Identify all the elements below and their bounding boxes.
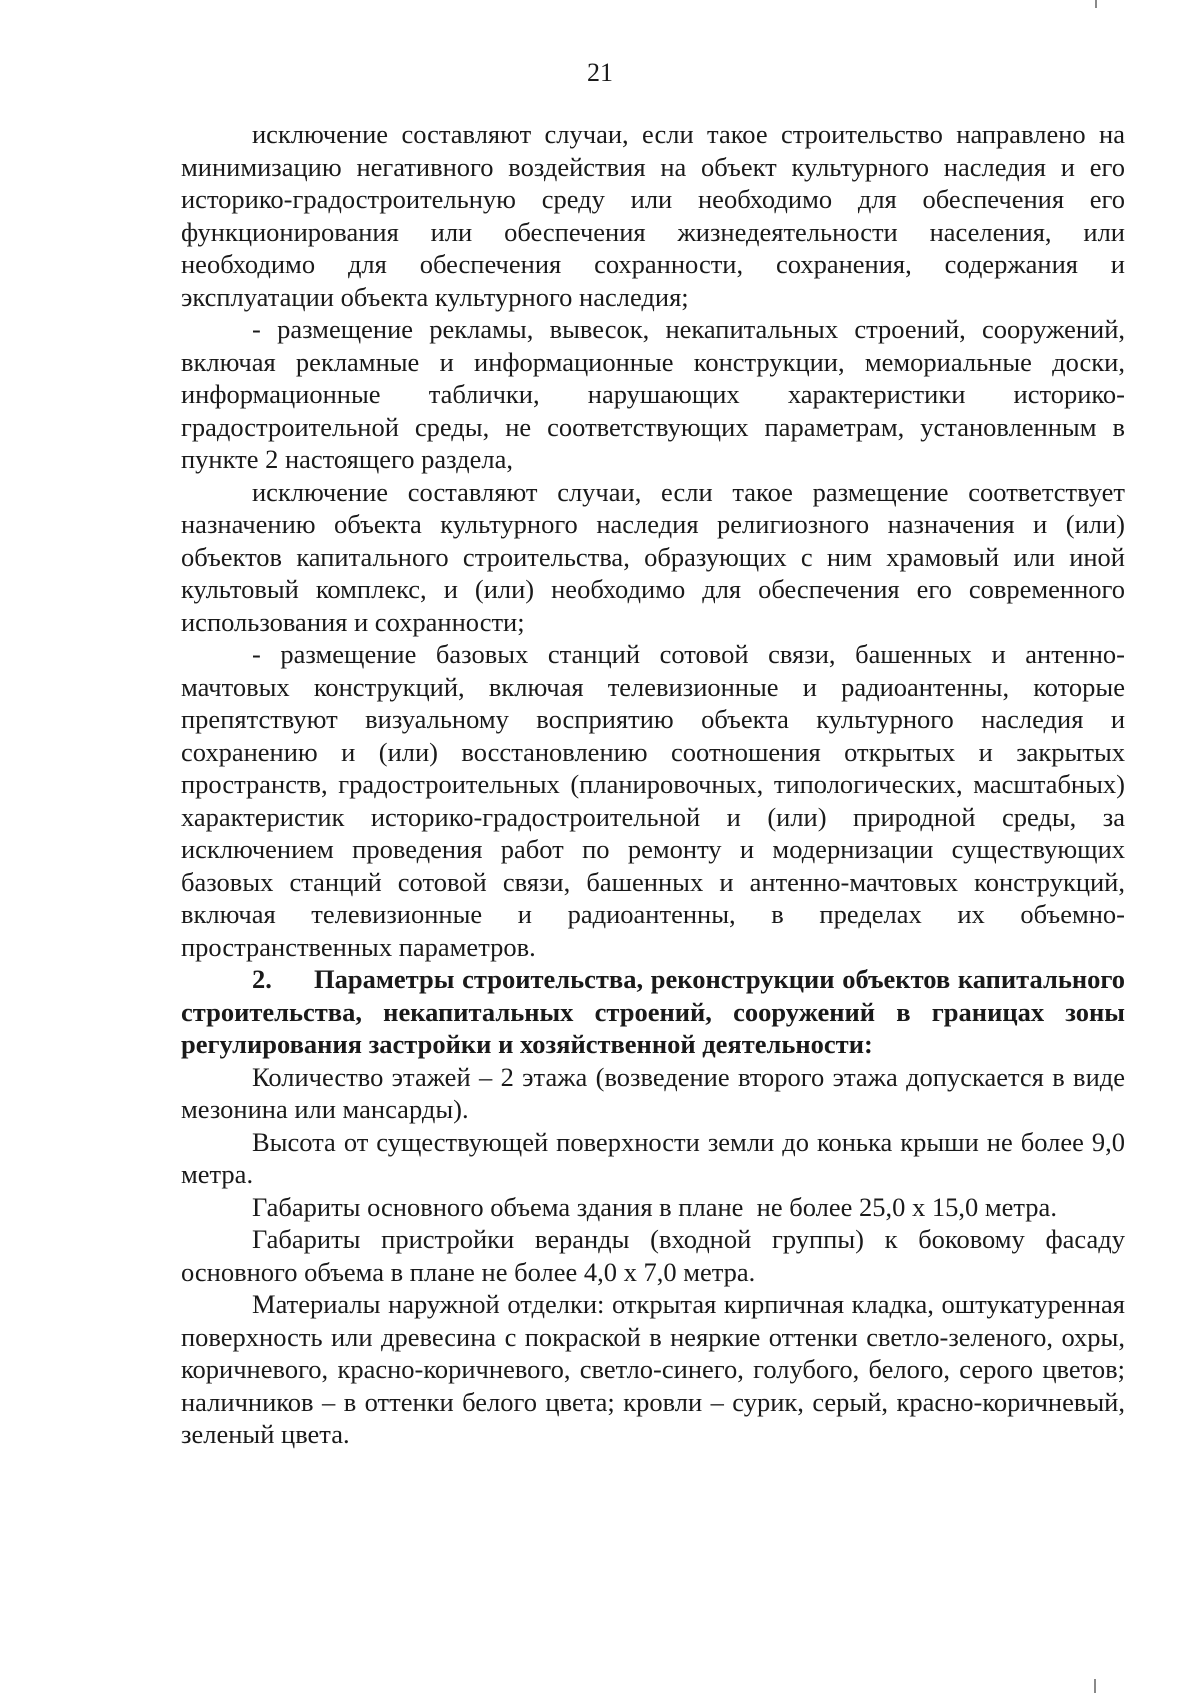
paragraph-veranda-dimensions: Габариты пристройки веранды (входной группы) к боковому фасаду основного объема в плане не более 4,0 х 7,0 метра. <box>181 1224 1125 1287</box>
document-body <box>181 118 1125 1451</box>
paragraph-advertising-placement: - размещение рекламы, вывесок, некапитальных строений, сооружений, включая рекламные и информационные конструкции, мемориальные доски, информационные таблички, нарушающих характеристики историко-градостроительной среды, не соответствующих параметрам, установленным в пункте 2 настоящего раздела, <box>181 314 1125 474</box>
section-title: Параметры строительства, реконструкции объектов капитального строительства, некапитальных строений, сооружений в границах зоны регулирования застройки и хозяйственной деятельности: <box>181 964 1125 1059</box>
section-heading <box>181 963 1125 1061</box>
scan-mark-bottom-right <box>1094 1679 1096 1693</box>
paragraph-exception-placement: исключение составляют случаи, если такое размещение соответствует назначению объекта культурного наследия религиозного назначения и (или) объектов капитального строительства, образующих с ним храмовый или иной культовый комплекс, и (или) необходимо для обеспечения его современного использования и сохранности; <box>181 476 1125 637</box>
paragraph-base-stations: - размещение базовых станций сотовой связи, башенных и антенно-мачтовых конструкций, включая телевизионные и радиоантенны, которые препятствуют визуальному восприятию объекта культурного наследия и сохранению и (или) восстановлению соотношения открытых и закрытых пространств, градостроительных (планировочных, типологических, масштабных) характеристик историко-градостроительной и (или) природной среды, за исключением проведения работ по ремонту и модернизации существующих базовых станций сотовой связи, башенных и антенно-мачтовых конструкций, включая телевизионные и радиоантенны, в пределах их объемно-пространственных параметров. <box>181 639 1125 962</box>
scan-mark-top-right <box>1095 0 1097 8</box>
paragraph-main-dimensions: Габариты основного объема здания в плане не более 25,0 х 15,0 метра. <box>252 1191 1057 1222</box>
page-number: 21 <box>587 58 613 87</box>
paragraph-finish-materials: Материалы наружной отделки: открытая кирпичная кладка, оштукатуренная поверхность или древесина с покраской в неяркие оттенки светло-зеленого, охры, коричневого, красно-коричневого, светло-синего, голубого, белого, серого цветов; наличников – в оттенки белого цвета; кровли – сурик, серый, красно-коричневый, зеленый цвета. <box>181 1289 1125 1449</box>
paragraph-exception-construction: исключение составляют случаи, если такое строительство направлено на минимизацию негативного воздействия на объект культурного наследия и его историко-градостроительную среду или необходимо для обеспечения его функционирования или обеспечения жизнедеятельности населения, или необходимо для обеспечения сохранности, сохранения, содержания и эксплуатации объекта культурного наследия; <box>181 119 1125 312</box>
paragraph-floors: Количество этажей – 2 этажа (возведение второго этажа допускается в виде мезонина или мансарды). <box>181 1061 1125 1124</box>
paragraph-height: Высота от существующей поверхности земли до конька крыши не более 9,0 метра. <box>181 1126 1125 1189</box>
section-number: 2. <box>252 964 272 994</box>
